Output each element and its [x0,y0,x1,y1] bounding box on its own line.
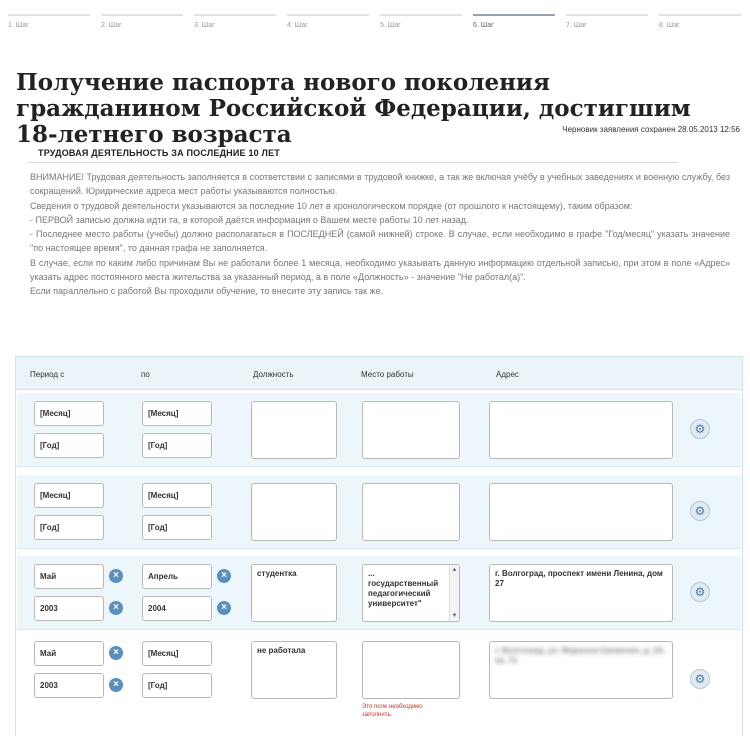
textarea-scrollbar[interactable] [449,565,459,621]
position-textarea[interactable]: не работала [251,641,337,699]
from-year-select[interactable]: [Год] [34,515,104,540]
position-textarea[interactable] [251,401,337,459]
address-textarea[interactable]: г. Волгоград, проспект имени Ленина, дом 27 [489,564,673,622]
header-period-from: Период с [30,370,65,379]
gear-icon[interactable]: ⚙ [690,501,710,521]
table-row [17,475,741,549]
step-8[interactable]: 8. Шаг [659,14,741,34]
to-year-select[interactable]: 2004 [142,596,212,621]
workplace-text: ... государственный педагогический университет" [368,569,439,608]
table-header [16,357,742,390]
section-divider [28,162,678,163]
notice-paragraph: Если параллельно с работой Вы проходили обучение, то внесите эту запись так же. [30,286,384,297]
clear-icon[interactable]: × [109,646,123,660]
to-year-select[interactable]: [Год] [142,515,212,540]
to-year-select[interactable]: [Год] [142,433,212,458]
header-period-to: по [141,370,150,379]
table-row [17,556,741,630]
step-5[interactable]: 5. Шаг [380,14,462,34]
page-title: Получение паспорта нового поколения гражданином Российской Федерации, достигшим 18-летнего возраста [16,69,691,148]
workplace-textarea[interactable] [362,401,460,459]
from-month-select[interactable]: [Месяц] [34,483,104,508]
notice-paragraph: ВНИМАНИЕ! Трудовая деятельность заполняется в соответствии с записями в трудовой книжке, а так же включая учёбу в учебных заведениях и военную службу, без сокращений. Юридические адреса мест работы указываются полностью. [30,172,730,197]
step-4[interactable]: 4. Шаг [287,14,369,34]
address-textarea[interactable]: г. Волгоград, ул. Маршала Еременко, д. 24, кв. 71 [489,641,673,699]
from-month-select[interactable]: Май [34,564,104,589]
workplace-textarea[interactable] [362,483,460,541]
clear-icon[interactable]: × [217,569,231,583]
position-textarea[interactable]: студентка [251,564,337,622]
step-7[interactable]: 7. Шаг [566,14,648,34]
employment-table [15,356,743,736]
to-month-select[interactable]: Апрель [142,564,212,589]
step-6[interactable]: 6. Шаг [473,14,555,34]
step-3[interactable]: 3. Шаг [194,14,276,34]
header-address: Адрес [496,370,519,379]
to-year-select[interactable]: [Год] [142,673,212,698]
step-2[interactable]: 2. Шаг [101,14,183,34]
clear-icon[interactable]: × [109,601,123,615]
from-month-select[interactable]: [Месяц] [34,401,104,426]
to-month-select[interactable]: [Месяц] [142,483,212,508]
scroll-down-icon[interactable]: ▼ [451,613,458,619]
scroll-up-icon[interactable]: ▲ [451,567,458,573]
to-month-select[interactable]: [Месяц] [142,641,212,666]
notice-paragraph: В случае, если по каким либо причинам Вы не работали более 1 месяца, необходимо указывать данную информацию отдельной записью, при этом в поле «Адрес» указать адрес постоянного места жительства за указанный период, а в поле «Должность» - значение "Не работал(а)". [30,257,730,283]
to-month-select[interactable]: [Месяц] [142,401,212,426]
notice-paragraph: - Последнее место работы (учебы) должно располагаться в ПОСЛЕДНЕЙ (самой нижней) строке. В случае, если необходимо в графе "Год/месяц" указать значение "по настоящее время", то данная графа не заполняется. [30,229,730,254]
clear-icon[interactable]: × [217,601,231,615]
from-year-select[interactable]: [Год] [34,433,104,458]
gear-icon[interactable]: ⚙ [690,582,710,602]
field-required-error: Это поле необходимо заполнить. [362,704,423,718]
from-month-select[interactable]: Май [34,641,104,666]
position-textarea[interactable] [251,483,337,541]
address-textarea[interactable] [489,483,673,541]
from-year-select[interactable]: 2003 [34,596,104,621]
workplace-textarea[interactable] [362,564,460,622]
section-title: ТРУДОВАЯ ДЕЯТЕЛЬНОСТЬ ЗА ПОСЛЕДНИЕ 10 ЛЕТ [38,148,280,158]
header-workplace: Место работы [361,370,414,379]
draft-saved-status: Черновик заявления сохранен 28.05.2013 12:56 [562,125,740,134]
notice-text [30,170,730,299]
clear-icon[interactable]: × [109,678,123,692]
header-position: Должность [253,370,294,379]
wizard-steps [8,14,742,36]
address-textarea[interactable] [489,401,673,459]
table-row [17,633,741,736]
from-year-select[interactable]: 2003 [34,673,104,698]
gear-icon[interactable]: ⚙ [690,669,710,689]
workplace-textarea[interactable] [362,641,460,699]
notice-paragraph: - ПЕРВОЙ записью должна идти та, в которой даётся информация о Вашем месте работы 10 лет назад. [30,214,469,225]
notice-paragraph: Сведения о трудовой деятельности указываются за последние 10 лет в хронологическом порядке (от прошлого к настоящему), таким образом: [30,200,633,211]
step-1[interactable]: 1. Шаг [8,14,90,34]
clear-icon[interactable]: × [109,569,123,583]
gear-icon[interactable]: ⚙ [690,419,710,439]
table-row [17,393,741,467]
